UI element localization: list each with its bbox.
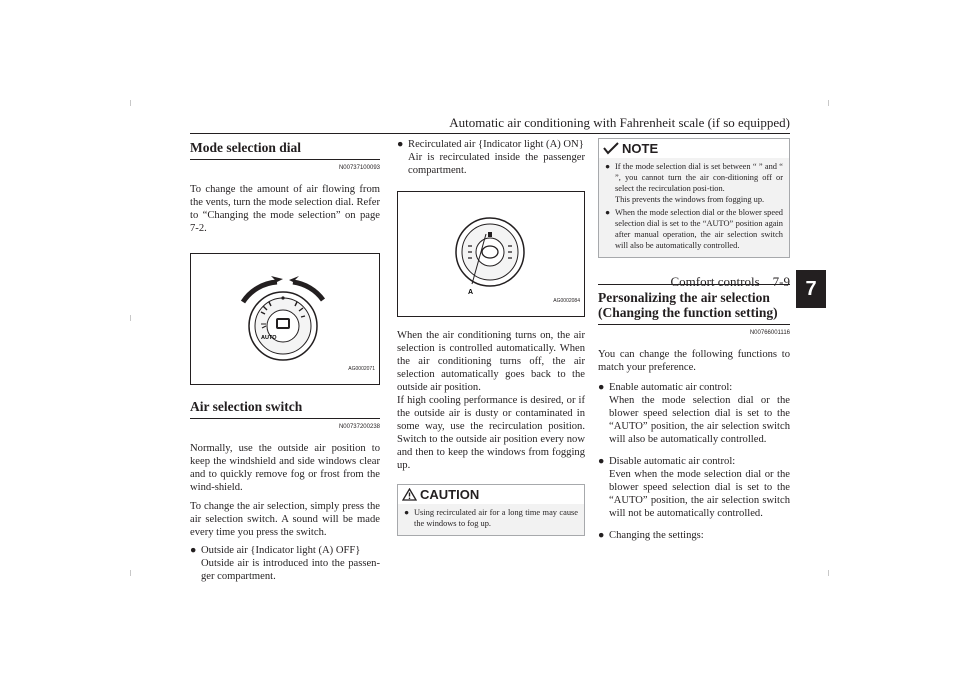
air-selection-text-2: To change the air selection, simply press the air selection switch. A sound will be made every time you press the switch. — [190, 501, 380, 538]
recirculated-air-text: Air is recirculated inside the passenger compartment. — [408, 152, 585, 176]
changing-text: Changing the settings: — [609, 530, 704, 541]
middle-column — [397, 138, 585, 536]
crop-mark — [828, 570, 829, 576]
disable-text: Even when the mode selection dial or the blower speed selection dial is set to the “AUTO” position, the air selection switch will not be automatically controlled. — [609, 469, 790, 519]
air-selection-text-1: Normally, use the outside air position to keep the windshield and side windows clear and to quickly remove fog or frost from the wind-shield. — [190, 443, 380, 493]
air-switch-figure — [397, 191, 585, 317]
warning-triangle-icon — [402, 488, 417, 501]
bullet-icon: ● — [598, 382, 605, 393]
outside-air-bullet — [190, 544, 380, 583]
dial-auto-label: AUTO — [261, 335, 277, 341]
caution-header — [398, 485, 584, 504]
note-box — [598, 138, 790, 258]
mode-dial-figure — [190, 253, 380, 385]
outside-air-title: Outside air {Indicator light (A) OFF} — [201, 545, 361, 556]
personalizing-code: N00766001116 — [749, 330, 790, 336]
personalizing-heading: Personalizing the air selection (Changing the function setting) — [598, 284, 790, 325]
disable-title: Disable automatic air control: — [609, 456, 736, 467]
note-item-1 — [605, 161, 783, 205]
enable-bullet — [598, 381, 790, 446]
bullet-icon: ● — [605, 162, 611, 171]
air-selection-heading: Air selection switch — [190, 399, 380, 419]
left-column — [190, 140, 380, 583]
note-check-icon — [603, 142, 619, 155]
disable-bullet — [598, 455, 790, 520]
note-item-1-text: If the mode selection dial is set between “ ” and “ ”, you cannot turn the air con-ditioning off or select the recirculation posi-tion. — [615, 162, 783, 193]
bullet-icon: ● — [397, 139, 404, 150]
note-item-2-text: When the mode selection dial or the blower speed selection dial is set to the “AUTO” position again after manual operation, the air selection switch will also be automatically controlled. — [615, 208, 783, 250]
note-title: NOTE — [622, 141, 659, 156]
outside-air-text: Outside air is introduced into the passen-ger compartment. — [201, 558, 380, 582]
chapter-tab: 7 — [796, 270, 826, 308]
right-column — [598, 138, 790, 542]
bullet-icon: ● — [605, 208, 611, 217]
figure-code-2: AG0002084 — [553, 298, 580, 304]
crop-mark — [130, 315, 131, 321]
recirculated-air-title: Recirculated air {Indicator light (A) ON} — [408, 139, 584, 150]
caution-box — [397, 484, 585, 536]
personalizing-text: You can change the following functions to match your preference. — [598, 349, 790, 373]
bullet-icon: ● — [404, 508, 410, 517]
note-item-1-extra: This prevents the windows from fogging up. — [615, 195, 765, 204]
caution-title: CAUTION — [420, 487, 480, 502]
enable-title: Enable automatic air control: — [609, 382, 733, 393]
page-header-title: Automatic air conditioning with Fahrenheit scale (if so equipped) — [449, 115, 790, 130]
figure-code-1: AG0002071 — [348, 366, 375, 372]
recirculated-air-bullet — [397, 138, 585, 177]
middle-para-2: If high cooling performance is desired, or if the outside air is dusty or contaminated in some way, use the recirculation position. Switch to the outside air position every now and then to keep the windows from fogging up. — [397, 395, 585, 471]
enable-text: When the mode selection dial or the blower speed selection dial is set to the “AUTO” position, the air selection switch will also be automatically controlled. — [609, 395, 790, 445]
bullet-icon: ● — [190, 545, 197, 556]
air-section-code: N00737200238 — [338, 424, 380, 430]
callout-a: A — [468, 289, 474, 296]
note-item-2 — [605, 207, 783, 251]
caution-text: Using recirculated air for a long time may cause the windows to fog up. — [414, 508, 578, 528]
crop-mark — [828, 100, 829, 106]
bullet-icon: ● — [598, 530, 605, 541]
middle-para-1: When the air conditioning turns on, the air selection is controlled automatically. When the air conditioning turns off, the air selection automatically goes back to the outside air position. — [397, 330, 585, 393]
mode-selection-text: To change the amount of air flowing from the vents, turn the mode selection dial. Refer to “Changing the mode selection” on page 7-2. — [190, 184, 380, 234]
bullet-icon: ● — [598, 456, 605, 467]
page-reference: Comfort controls 7-9 — [670, 274, 790, 289]
changing-bullet — [598, 529, 790, 542]
mode-section-code: N00737100093 — [338, 165, 380, 171]
mode-selection-heading: Mode selection dial — [190, 140, 380, 160]
note-header — [599, 139, 789, 158]
crop-mark — [130, 100, 131, 106]
caution-item — [404, 507, 578, 529]
header-rule — [190, 133, 790, 134]
crop-mark — [130, 570, 131, 576]
